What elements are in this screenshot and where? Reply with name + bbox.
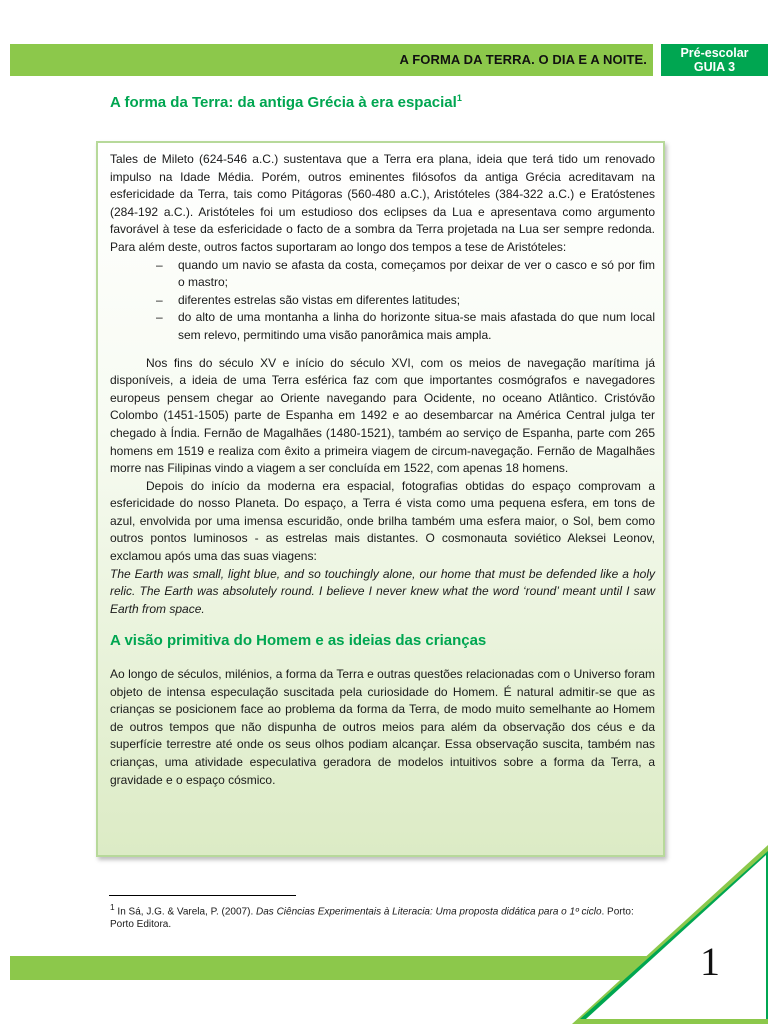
footnote-ref: 1	[456, 93, 462, 103]
badge-level: Pré-escolar	[680, 46, 749, 60]
paragraph-navigation: Nos fins do século XV e início do século XVI, com os meios de navegação marítima já disponíveis, a ideia de uma Terra esférica faz com que importantes cosmógrafos e navegadores europeus pensem chegar ao Oriente navegando para Ocidente, no oceano Atlântico. Cristóvão Colombo (1451-1505) parte de Espanha em 1492 e ao desembarcar na América Central julga ter chegado à Índia. Fernão de Magalhães (1480-1521), também ao serviço de Espanha, parte com 265 homens em 1519 e realiza com êxito a primeira viagem de circum-navegação. Fernão de Magalhães morre nas Filipinas vindo a viagem a ser concluída em 1522, com apenas 18 homens.	[110, 355, 655, 476]
footnote-marker: 1	[110, 902, 115, 912]
page-number: 1	[700, 939, 720, 984]
list-item: – quando um navio se afasta da costa, começamos por deixar de ver o casco e só por fim o mastro;	[178, 257, 655, 292]
argument-list	[110, 257, 655, 345]
subsection-heading: A visão primitiva do Homem e as ideias das crianças	[110, 632, 487, 650]
footnote-book-title: Das Ciências Experimentais à Literacia: Uma proposta didática para o 1º ciclo	[256, 906, 602, 918]
section-heading-text: A forma da Terra: da antiga Grécia à era espacial	[110, 94, 457, 111]
footnote-publisher: . Porto: Porto Editora.	[110, 906, 634, 931]
paragraph-children: Ao longo de séculos, milénios, a forma da Terra e outras questões relacionadas com o Universo foram objeto de intensa especulação suscitada pela curiosidade do Homem. É natural admitir-se que as crianças se posicionem face ao problema da forma da Terra, de modo muito semelhante ao Homem de outros tempos que não dispunha de outros meios para além da observação dos céus e da superfície terrestre até onde os seus olhos podiam alcançar. Essa observação suscita, também nas crianças, uma atividade especulativa geradora de modelos intuitivos sobre a forma da Terra, a gravidade e o espaço cósmico.	[110, 667, 655, 787]
content-body	[110, 151, 655, 789]
list-item: – diferentes estrelas são vistas em diferentes latitudes;	[178, 292, 655, 310]
corner-triangle-graphic	[572, 845, 768, 1024]
content-box	[96, 141, 665, 857]
paragraph-intro: Tales de Mileto (624-546 a.C.) sustentava que a Terra era plana, ideia que terá tido um renovado impulso na Idade Média. Porém, outros eminentes filósofos da antiga Grécia acreditavam na esfericidade da Terra, tais como Pitágoras (560-480 a.C.), Aristóteles (384-322 a.C.) e Eratóstenes (284-192 a.C.). Aristóteles foi um estudioso dos eclipses da Lua e apresentava como argumento favorável à tese da esfericidade o facto de a sombra da Terra projetada na Lua ser sempre redonda. Para além deste, outros factos suportaram ao longo dos tempos a tese de Aristóteles:	[110, 152, 655, 254]
badge-guide: GUIA 3	[693, 60, 736, 74]
footer-bar	[10, 956, 660, 980]
leonov-quote: The Earth was small, light blue, and so touchingly alone, our home that must be defended like a holy relic. The Earth was absolutely round. I believe I never knew what the word ‘round’ meant until I saw Earth from space.	[110, 566, 655, 616]
list-item: – do alto de uma montanha a linha do horizonte situa-se mais afastada do que num local sem relevo, permitindo uma visão panorâmica mais ampla.	[178, 309, 655, 344]
level-badge	[661, 44, 768, 76]
footnote-text: In Sá, J.G. & Varela, P. (2007).	[114, 906, 257, 918]
header-bar	[10, 44, 653, 76]
footnote-divider	[109, 895, 296, 896]
paragraph-space-age: Depois do início da moderna era espacial, fotografias obtidas do espaço comprovam a esfericidade do nosso Planeta. Do espaço, a Terra é vista como uma pequena esfera, em tons de azul, envolvida por uma imensa escuridão, onde brilha também uma esfera maior, o Sol, bem como outros pontos luminosos - as estrelas mais distantes. O cosmonauta soviético Aleksei Leonov, exclamou após uma das suas viagens:	[110, 478, 655, 564]
header-title: A FORMA DA TERRA. O DIA E A NOITE.	[399, 52, 647, 67]
section-heading	[110, 93, 462, 111]
